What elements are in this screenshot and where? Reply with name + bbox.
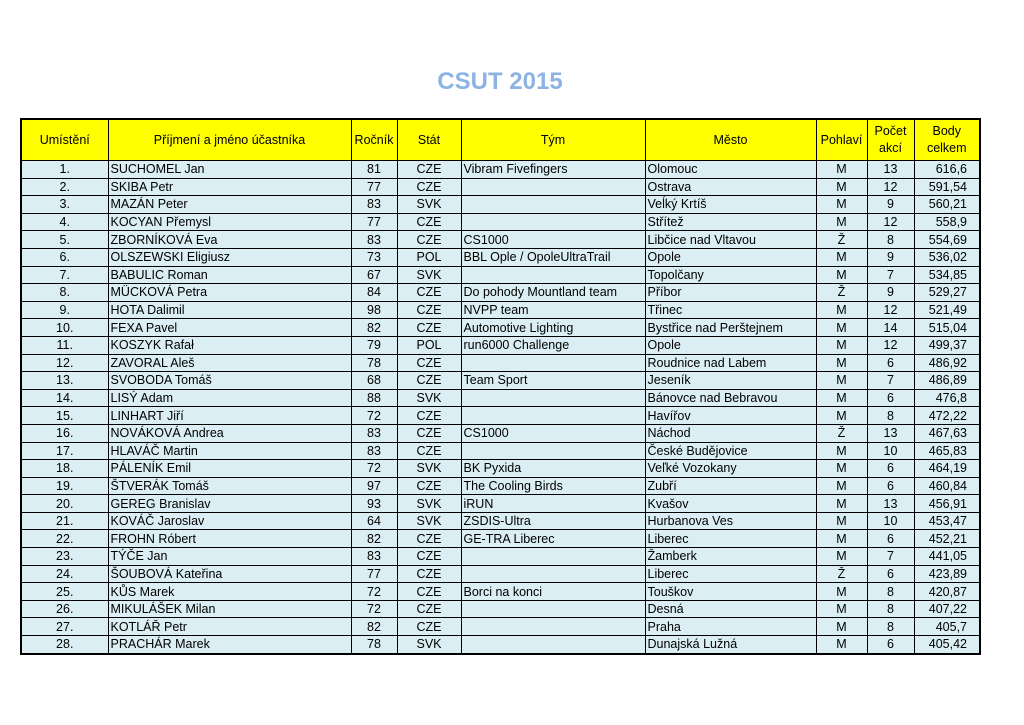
cell-name: BABULIC Roman (108, 266, 351, 284)
cell-events: 8 (867, 583, 914, 601)
cell-events: 7 (867, 372, 914, 390)
cell-gender: M (816, 389, 867, 407)
cell-city: Hurbanova Ves (645, 512, 816, 530)
page-title: CSUT 2015 (437, 68, 563, 95)
cell-birth-year: 64 (351, 512, 397, 530)
cell-gender: M (816, 266, 867, 284)
cell-city: Ostrava (645, 178, 816, 196)
cell-events: 9 (867, 284, 914, 302)
cell-points: 452,21 (914, 530, 980, 548)
cell-placement: 13. (21, 372, 108, 390)
cell-name: PÁLENÍK Emil (108, 460, 351, 478)
cell-gender: M (816, 372, 867, 390)
cell-placement: 2. (21, 178, 108, 196)
cell-country: CZE (397, 618, 461, 636)
table-row (21, 495, 980, 513)
cell-gender: Ž (816, 284, 867, 302)
cell-name: SUCHOMEL Jan (108, 161, 351, 179)
cell-events: 13 (867, 424, 914, 442)
cell-country: CZE (397, 178, 461, 196)
cell-country: SVK (397, 636, 461, 654)
cell-points: 467,63 (914, 424, 980, 442)
cell-city: Opole (645, 336, 816, 354)
cell-name: KOTLÁŘ Petr (108, 618, 351, 636)
cell-gender: M (816, 548, 867, 566)
cell-placement: 19. (21, 477, 108, 495)
cell-birth-year: 72 (351, 407, 397, 425)
cell-events: 13 (867, 161, 914, 179)
table-row (21, 372, 980, 390)
cell-name: FEXA Pavel (108, 319, 351, 337)
cell-points: 591,54 (914, 178, 980, 196)
cell-city: Náchod (645, 424, 816, 442)
cell-events: 6 (867, 460, 914, 478)
cell-country: POL (397, 248, 461, 266)
cell-placement: 26. (21, 600, 108, 618)
table-row (21, 389, 980, 407)
cell-team (461, 636, 645, 654)
cell-name: SVOBODA Tomáš (108, 372, 351, 390)
cell-city: Zubří (645, 477, 816, 495)
cell-country: SVK (397, 389, 461, 407)
cell-placement: 27. (21, 618, 108, 636)
cell-events: 8 (867, 618, 914, 636)
table-row (21, 477, 980, 495)
cell-country: CZE (397, 548, 461, 566)
cell-birth-year: 77 (351, 565, 397, 583)
cell-team: The Cooling Birds (461, 477, 645, 495)
cell-placement: 1. (21, 161, 108, 179)
cell-gender: M (816, 178, 867, 196)
header-city: Město (645, 119, 816, 161)
cell-points: 558,9 (914, 213, 980, 231)
cell-country: CZE (397, 161, 461, 179)
cell-city: Příbor (645, 284, 816, 302)
header-birth-year: Ročník (351, 119, 397, 161)
cell-country: CZE (397, 284, 461, 302)
cell-birth-year: 79 (351, 336, 397, 354)
cell-birth-year: 68 (351, 372, 397, 390)
cell-team (461, 196, 645, 214)
cell-gender: M (816, 196, 867, 214)
cell-events: 12 (867, 301, 914, 319)
cell-events: 12 (867, 213, 914, 231)
cell-country: CZE (397, 583, 461, 601)
cell-city: Kvašov (645, 495, 816, 513)
cell-country: CZE (397, 231, 461, 249)
table-row (21, 354, 980, 372)
table-row (21, 336, 980, 354)
header-row (21, 119, 980, 161)
cell-city: Havířov (645, 407, 816, 425)
cell-team (461, 389, 645, 407)
cell-country: SVK (397, 460, 461, 478)
header-team: Tým (461, 119, 645, 161)
cell-team (461, 213, 645, 231)
cell-team: ZSDIS-Ultra (461, 512, 645, 530)
cell-birth-year: 88 (351, 389, 397, 407)
cell-birth-year: 93 (351, 495, 397, 513)
cell-birth-year: 83 (351, 548, 397, 566)
cell-gender: M (816, 407, 867, 425)
cell-points: 441,05 (914, 548, 980, 566)
cell-city: Desná (645, 600, 816, 618)
cell-city: Bystřice nad Perštejnem (645, 319, 816, 337)
cell-birth-year: 72 (351, 460, 397, 478)
cell-city: Třinec (645, 301, 816, 319)
cell-points: 420,87 (914, 583, 980, 601)
cell-placement: 18. (21, 460, 108, 478)
cell-placement: 15. (21, 407, 108, 425)
cell-gender: Ž (816, 424, 867, 442)
cell-name: ZBORNÍKOVÁ Eva (108, 231, 351, 249)
cell-team: Team Sport (461, 372, 645, 390)
table-row (21, 548, 980, 566)
cell-birth-year: 73 (351, 248, 397, 266)
table-row (21, 231, 980, 249)
cell-name: GEREG Branislav (108, 495, 351, 513)
cell-city: České Budějovice (645, 442, 816, 460)
table-row (21, 512, 980, 530)
cell-team (461, 565, 645, 583)
cell-city: Veľké Vozokany (645, 460, 816, 478)
cell-placement: 6. (21, 248, 108, 266)
cell-placement: 9. (21, 301, 108, 319)
header-name: Příjmení a jméno účastníka (108, 119, 351, 161)
cell-placement: 22. (21, 530, 108, 548)
cell-country: CZE (397, 477, 461, 495)
cell-placement: 23. (21, 548, 108, 566)
cell-placement: 5. (21, 231, 108, 249)
cell-team (461, 266, 645, 284)
cell-city: Topolčany (645, 266, 816, 284)
cell-events: 13 (867, 495, 914, 513)
table-row (21, 248, 980, 266)
cell-placement: 14. (21, 389, 108, 407)
cell-city: Liberec (645, 530, 816, 548)
cell-events: 9 (867, 196, 914, 214)
cell-city: Bánovce nad Bebravou (645, 389, 816, 407)
table-row (21, 213, 980, 231)
cell-events: 8 (867, 600, 914, 618)
cell-name: SKIBA Petr (108, 178, 351, 196)
cell-gender: M (816, 583, 867, 601)
header-points: Body celkem (914, 119, 980, 161)
cell-birth-year: 82 (351, 319, 397, 337)
cell-country: SVK (397, 512, 461, 530)
table-row (21, 266, 980, 284)
cell-team (461, 600, 645, 618)
cell-events: 8 (867, 231, 914, 249)
cell-events: 10 (867, 442, 914, 460)
cell-points: 515,04 (914, 319, 980, 337)
cell-city: Touškov (645, 583, 816, 601)
table-row (21, 565, 980, 583)
cell-points: 405,42 (914, 636, 980, 654)
cell-birth-year: 67 (351, 266, 397, 284)
cell-team: BBL Ople / OpoleUltraTrail (461, 248, 645, 266)
cell-gender: Ž (816, 231, 867, 249)
cell-name: NOVÁKOVÁ Andrea (108, 424, 351, 442)
cell-placement: 21. (21, 512, 108, 530)
cell-team: CS1000 (461, 424, 645, 442)
cell-country: CZE (397, 530, 461, 548)
cell-events: 6 (867, 636, 914, 654)
header-country: Stát (397, 119, 461, 161)
results-table (20, 118, 981, 655)
cell-country: CZE (397, 565, 461, 583)
cell-birth-year: 83 (351, 424, 397, 442)
cell-points: 529,27 (914, 284, 980, 302)
cell-birth-year: 83 (351, 196, 397, 214)
cell-points: 423,89 (914, 565, 980, 583)
cell-events: 6 (867, 565, 914, 583)
cell-gender: M (816, 301, 867, 319)
cell-points: 554,69 (914, 231, 980, 249)
cell-team: Borci na konci (461, 583, 645, 601)
cell-events: 6 (867, 354, 914, 372)
cell-points: 536,02 (914, 248, 980, 266)
cell-points: 486,92 (914, 354, 980, 372)
cell-name: MÜCKOVÁ Petra (108, 284, 351, 302)
cell-gender: M (816, 460, 867, 478)
cell-placement: 20. (21, 495, 108, 513)
cell-name: ŠOUBOVÁ Kateřina (108, 565, 351, 583)
cell-points: 407,22 (914, 600, 980, 618)
table-row (21, 424, 980, 442)
table-row (21, 178, 980, 196)
cell-name: ŠTVERÁK Tomáš (108, 477, 351, 495)
cell-country: CZE (397, 213, 461, 231)
cell-points: 453,47 (914, 512, 980, 530)
header-gender: Pohlaví (816, 119, 867, 161)
table-row (21, 636, 980, 654)
cell-gender: M (816, 442, 867, 460)
cell-points: 405,7 (914, 618, 980, 636)
cell-points: 476,8 (914, 389, 980, 407)
cell-name: HOTA Dalimil (108, 301, 351, 319)
cell-team: NVPP team (461, 301, 645, 319)
cell-placement: 16. (21, 424, 108, 442)
cell-name: MIKULÁŠEK Milan (108, 600, 351, 618)
cell-placement: 8. (21, 284, 108, 302)
cell-events: 6 (867, 389, 914, 407)
cell-city: Roudnice nad Labem (645, 354, 816, 372)
cell-gender: M (816, 512, 867, 530)
cell-placement: 12. (21, 354, 108, 372)
cell-team: Do pohody Mountland team (461, 284, 645, 302)
cell-team (461, 618, 645, 636)
cell-points: 486,89 (914, 372, 980, 390)
table-row (21, 618, 980, 636)
cell-gender: M (816, 530, 867, 548)
cell-team: Automotive Lighting (461, 319, 645, 337)
cell-name: TÝČE Jan (108, 548, 351, 566)
cell-country: CZE (397, 354, 461, 372)
cell-events: 8 (867, 407, 914, 425)
cell-team (461, 178, 645, 196)
cell-points: 460,84 (914, 477, 980, 495)
cell-points: 534,85 (914, 266, 980, 284)
cell-gender: Ž (816, 565, 867, 583)
cell-gender: M (816, 354, 867, 372)
cell-country: CZE (397, 600, 461, 618)
cell-birth-year: 72 (351, 600, 397, 618)
cell-birth-year: 82 (351, 530, 397, 548)
cell-name: KOSZYK Rafał (108, 336, 351, 354)
cell-points: 464,19 (914, 460, 980, 478)
cell-country: CZE (397, 424, 461, 442)
cell-team (461, 354, 645, 372)
cell-points: 499,37 (914, 336, 980, 354)
cell-points: 616,6 (914, 161, 980, 179)
cell-birth-year: 78 (351, 636, 397, 654)
cell-birth-year: 83 (351, 442, 397, 460)
cell-placement: 24. (21, 565, 108, 583)
table-row (21, 319, 980, 337)
cell-name: LINHART Jiří (108, 407, 351, 425)
cell-city: Liberec (645, 565, 816, 583)
cell-gender: M (816, 636, 867, 654)
cell-events: 7 (867, 548, 914, 566)
cell-city: Libčice nad Vltavou (645, 231, 816, 249)
cell-name: MAZÁN Peter (108, 196, 351, 214)
cell-country: CZE (397, 407, 461, 425)
cell-city: Střítež (645, 213, 816, 231)
cell-placement: 25. (21, 583, 108, 601)
table-row (21, 530, 980, 548)
cell-team: Vibram Fivefingers (461, 161, 645, 179)
table-row (21, 161, 980, 179)
cell-name: KOCYAN Přemysl (108, 213, 351, 231)
cell-gender: M (816, 248, 867, 266)
cell-team: iRUN (461, 495, 645, 513)
cell-birth-year: 83 (351, 231, 397, 249)
cell-team: CS1000 (461, 231, 645, 249)
table-body (21, 161, 980, 654)
cell-events: 7 (867, 266, 914, 284)
cell-country: SVK (397, 196, 461, 214)
table-row (21, 301, 980, 319)
cell-city: Olomouc (645, 161, 816, 179)
cell-team: BK Pyxida (461, 460, 645, 478)
cell-gender: M (816, 213, 867, 231)
cell-events: 14 (867, 319, 914, 337)
cell-placement: 3. (21, 196, 108, 214)
cell-birth-year: 77 (351, 178, 397, 196)
cell-birth-year: 78 (351, 354, 397, 372)
cell-team: run6000 Challenge (461, 336, 645, 354)
cell-name: LISÝ Adam (108, 389, 351, 407)
cell-birth-year: 98 (351, 301, 397, 319)
cell-gender: M (816, 600, 867, 618)
cell-name: HLAVÁČ Martin (108, 442, 351, 460)
cell-name: KOVÁČ Jaroslav (108, 512, 351, 530)
cell-gender: M (816, 618, 867, 636)
cell-name: KŮS Marek (108, 583, 351, 601)
cell-birth-year: 72 (351, 583, 397, 601)
cell-city: Jeseník (645, 372, 816, 390)
cell-gender: M (816, 336, 867, 354)
cell-city: Veĺký Krtíš (645, 196, 816, 214)
cell-city: Dunajská Lužná (645, 636, 816, 654)
cell-placement: 10. (21, 319, 108, 337)
table-row (21, 583, 980, 601)
cell-name: FROHN Róbert (108, 530, 351, 548)
cell-placement: 17. (21, 442, 108, 460)
cell-events: 10 (867, 512, 914, 530)
cell-placement: 7. (21, 266, 108, 284)
table-row (21, 196, 980, 214)
cell-points: 465,83 (914, 442, 980, 460)
cell-birth-year: 84 (351, 284, 397, 302)
table-row (21, 407, 980, 425)
table-row (21, 284, 980, 302)
cell-gender: M (816, 319, 867, 337)
cell-birth-year: 77 (351, 213, 397, 231)
cell-city: Žamberk (645, 548, 816, 566)
cell-country: POL (397, 336, 461, 354)
cell-country: CZE (397, 319, 461, 337)
cell-points: 472,22 (914, 407, 980, 425)
cell-name: PRACHÁR Marek (108, 636, 351, 654)
cell-events: 9 (867, 248, 914, 266)
header-events: Počet akcí (867, 119, 914, 161)
table-row (21, 460, 980, 478)
cell-points: 560,21 (914, 196, 980, 214)
cell-gender: M (816, 161, 867, 179)
cell-name: ZAVORAL Aleš (108, 354, 351, 372)
cell-gender: M (816, 477, 867, 495)
cell-gender: M (816, 495, 867, 513)
cell-name: OLSZEWSKI Eligiusz (108, 248, 351, 266)
cell-country: CZE (397, 372, 461, 390)
cell-country: CZE (397, 301, 461, 319)
cell-events: 12 (867, 336, 914, 354)
cell-team (461, 407, 645, 425)
cell-events: 12 (867, 178, 914, 196)
cell-team (461, 442, 645, 460)
cell-city: Opole (645, 248, 816, 266)
cell-placement: 11. (21, 336, 108, 354)
cell-placement: 28. (21, 636, 108, 654)
cell-points: 456,91 (914, 495, 980, 513)
cell-team: GE-TRA Liberec (461, 530, 645, 548)
header-placement: Umístění (21, 119, 108, 161)
cell-city: Praha (645, 618, 816, 636)
cell-country: SVK (397, 266, 461, 284)
cell-birth-year: 81 (351, 161, 397, 179)
cell-points: 521,49 (914, 301, 980, 319)
cell-team (461, 548, 645, 566)
cell-events: 6 (867, 477, 914, 495)
table-row (21, 600, 980, 618)
cell-country: CZE (397, 442, 461, 460)
cell-birth-year: 82 (351, 618, 397, 636)
cell-placement: 4. (21, 213, 108, 231)
cell-birth-year: 97 (351, 477, 397, 495)
cell-events: 6 (867, 530, 914, 548)
cell-country: SVK (397, 495, 461, 513)
table-row (21, 442, 980, 460)
